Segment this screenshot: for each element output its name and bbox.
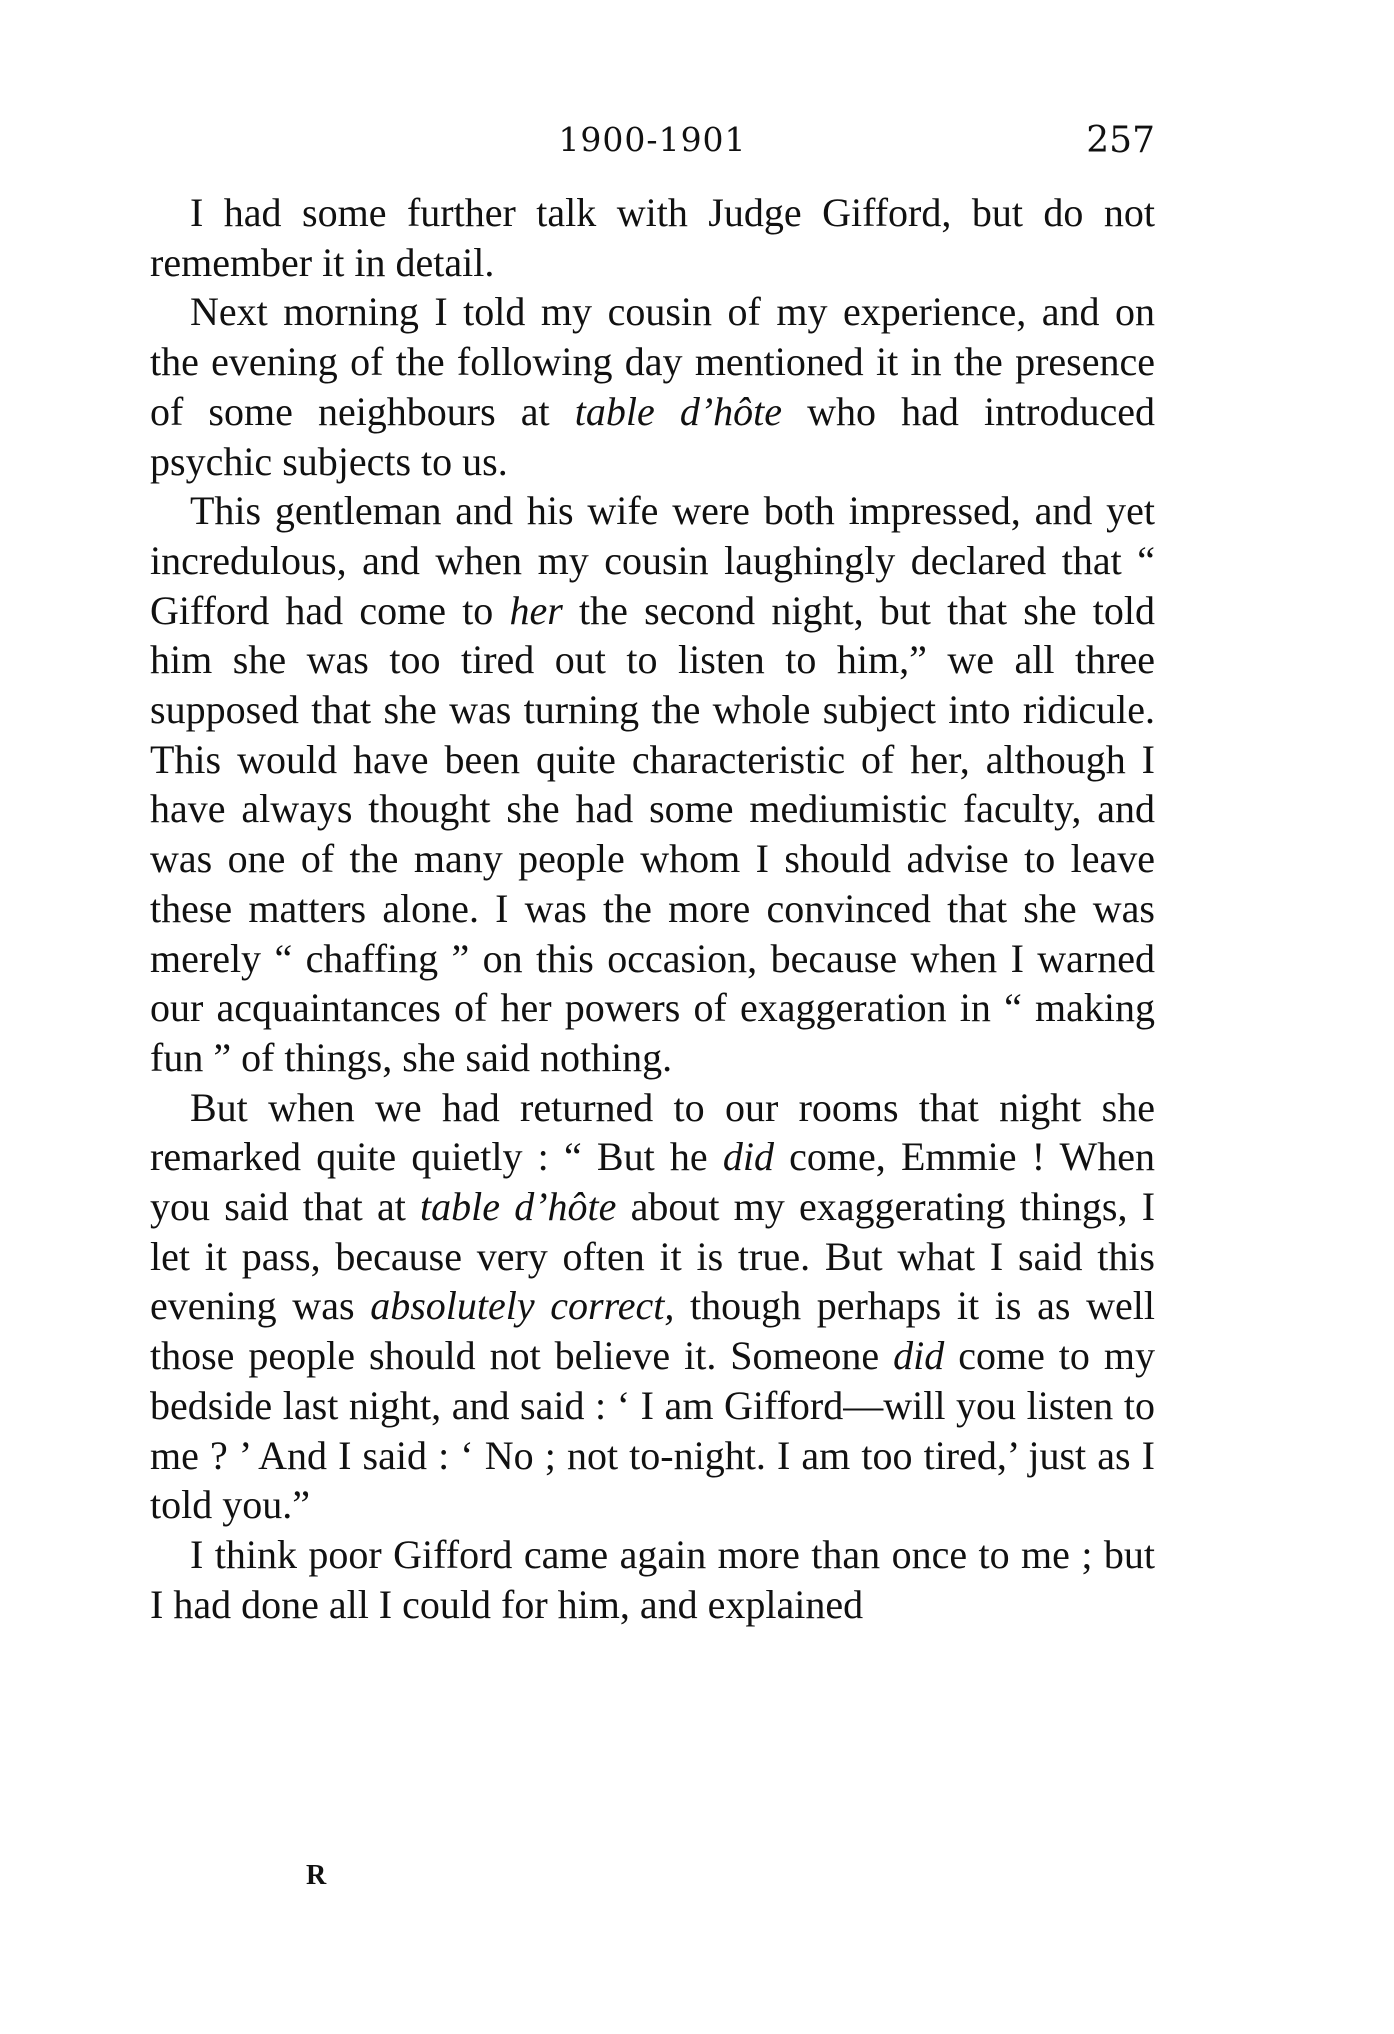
text-segment: about my exaggerating things, I let it pass, because very often it is true. But what I said this evening was <box>150 1184 1156 1329</box>
text-segment: Next morning I told my cousin of my experience, and on the evening of the following day mentioned it in the presence of some neighbours at <box>150 289 1155 434</box>
italic-text: table d’hôte <box>574 388 783 434</box>
paragraph <box>150 188 1155 287</box>
text-segment: But when we had returned to our rooms that night she remarked quite quietly : “ But he <box>150 1084 1155 1180</box>
italic-text: did <box>893 1333 945 1379</box>
paragraph <box>150 486 1155 1082</box>
text-segment: I think poor Gifford came again more than once to me ; but I had done all I could for him, and explained <box>150 1531 1155 1627</box>
text-segment: though perhaps it is as well those people should not believe it. Someone <box>150 1283 1156 1379</box>
paragraph <box>150 287 1155 486</box>
text-segment: who had introduced psychic subjects to us. <box>150 388 1155 484</box>
text-segment: the second night, but that she told him she was too tired out to listen to him,” we all three supposed that she was turning the whole subject into ridicule. This would have been quite characteristic of her, although I have always thought she had some mediumistic faculty, and was one of the many people whom I should advise to leave these matters alone. I was the more convinced that she was merely “ chaffing ” on this occasion, because when I warned our acquaintances of her powers of exaggeration in “ making fun ” of things, she said nothing. <box>150 587 1155 1080</box>
page-number: 257 <box>1086 120 1155 161</box>
signature-mark: R <box>306 1860 327 1891</box>
italic-text: absolutely correct, <box>370 1283 675 1329</box>
body-text <box>150 188 1155 1629</box>
running-head: 1900-1901 <box>558 120 747 159</box>
text-segment: I had some further talk with Judge Gifford, but do not remember it in detail. <box>150 190 1155 285</box>
italic-text: table d’hôte <box>420 1184 617 1230</box>
paragraph <box>150 1530 1155 1629</box>
italic-text: did <box>722 1134 774 1180</box>
text-segment: This gentleman and his wife were both impressed, and yet incredulous, and when my cousin laughingly declared that “ Gifford had come to <box>150 488 1155 633</box>
text-segment: come, Emmie ! When you said that at <box>150 1134 1155 1230</box>
text-segment: come to my bedside last night, and said : ‘ I am Gifford—will you listen to me ? ’ And I said : ‘ No ; not to-night. I am too tired,’ just as I told you.” <box>150 1333 1155 1528</box>
italic-text: her <box>509 587 563 633</box>
paragraph <box>150 1083 1155 1530</box>
page-header <box>150 120 1155 170</box>
